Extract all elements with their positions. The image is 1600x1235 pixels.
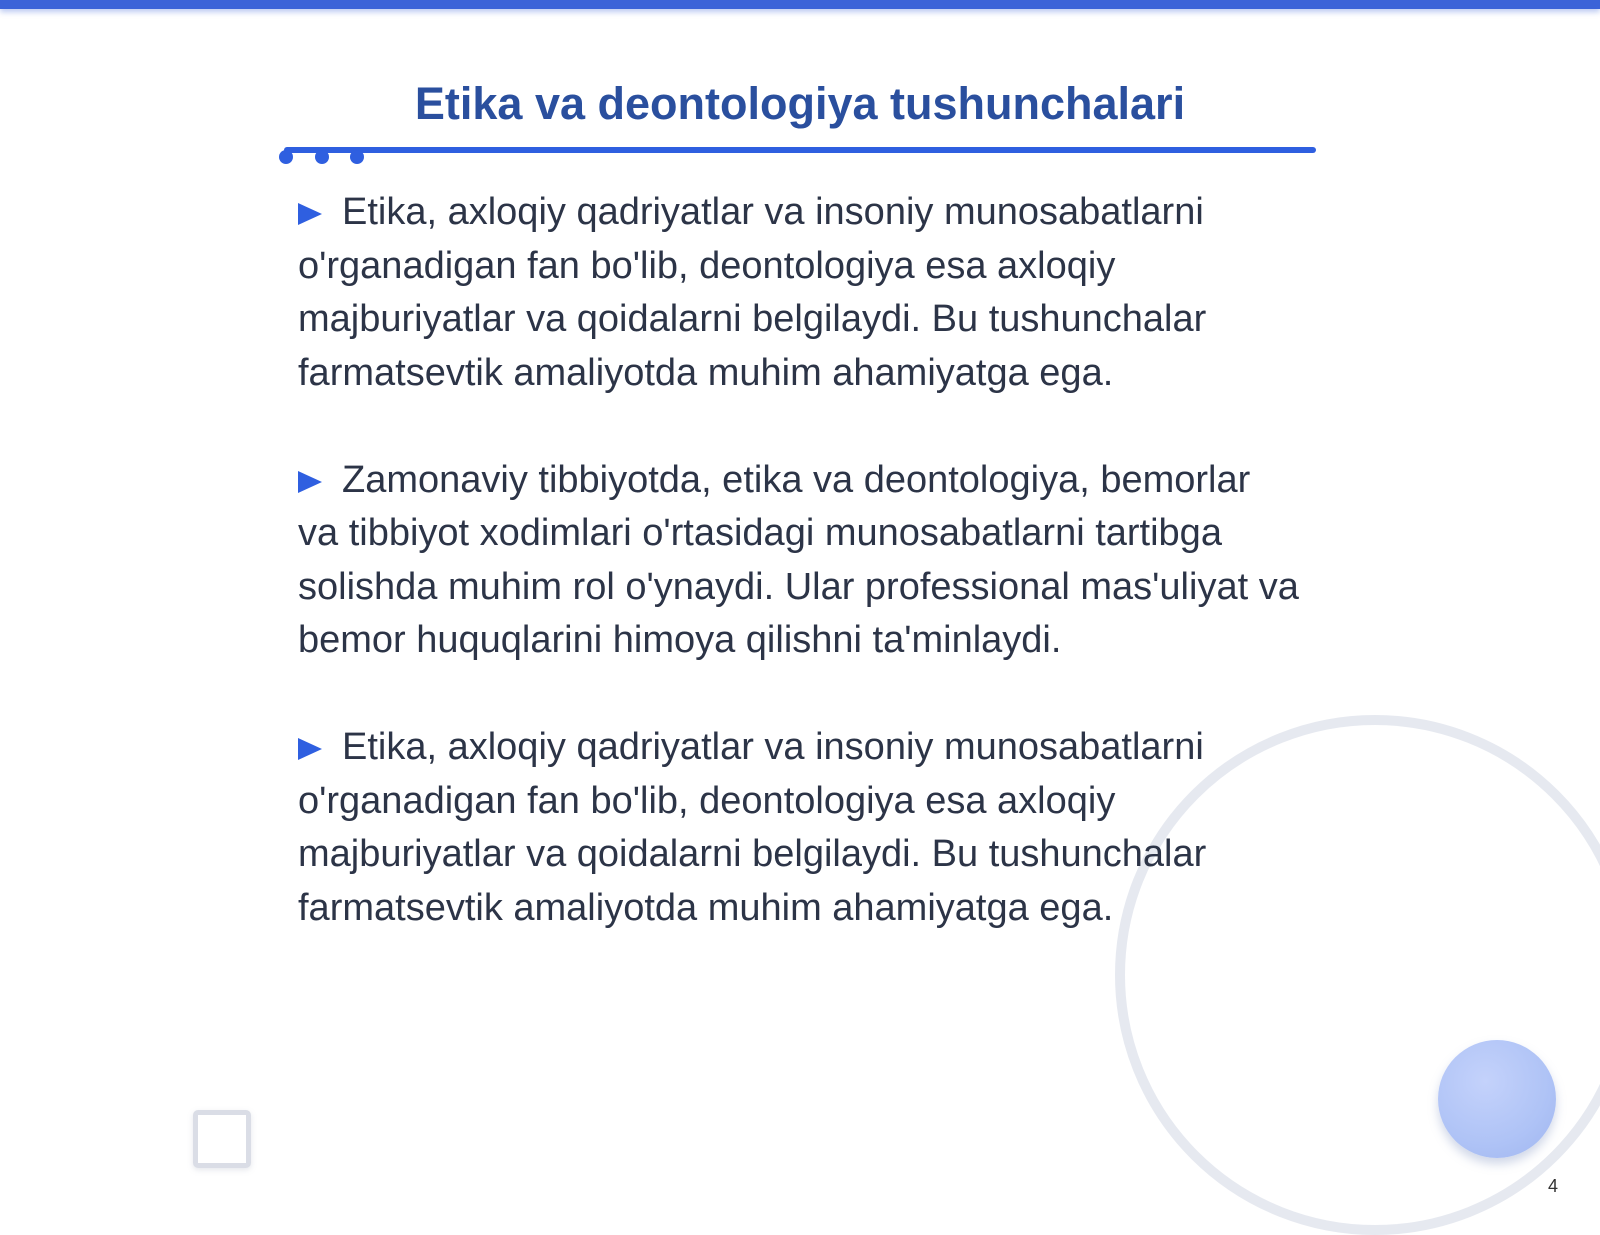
decorative-circle	[1438, 1040, 1556, 1158]
bullet-paragraph	[298, 186, 1300, 400]
paragraph-text: Etika, axloqiy qadriyatlar va insoniy munosabatlarni o'rganadigan fan bo'lib, deontologiya esa axloqiy majburiyatlar va qoidalarni belgilaydi. Bu tushunchalar farmatsevtik amaliyotda muhim ahamiyatga ega.	[298, 726, 1207, 929]
page-number: 4	[1548, 1176, 1559, 1196]
underline-dot	[315, 150, 329, 164]
triangle-right-icon	[298, 738, 322, 760]
slide-title: Etika va deontologiya tushunchalari	[414, 78, 1186, 129]
title-underline	[284, 147, 1316, 153]
slide-body	[298, 186, 1300, 989]
paragraph-text: Etika, axloqiy qadriyatlar va insoniy munosabatlarni o'rganadigan fan bo'lib, deontologiya esa axloqiy majburiyatlar va qoidalarni belgilaydi. Bu tushunchalar farmatsevtik amaliyotda muhim ahamiyatga ega.	[298, 191, 1207, 394]
top-accent-bar	[0, 0, 1600, 9]
bullet-paragraph	[298, 454, 1300, 668]
bullet-paragraph	[298, 721, 1300, 935]
paragraph-text: Zamonaviy tibbiyotda, etika va deontologiya, bemorlar va tibbiyot xodimlari o'rtasidagi munosabatlarni tartibga solishda muhim rol o'ynaydi. Ular professional mas'uliyat va bemor huquqlarini himoya qilishni ta'minlaydi.	[298, 458, 1299, 661]
underline-dot	[350, 150, 364, 164]
triangle-right-icon	[298, 203, 322, 225]
underline-dot	[279, 150, 293, 164]
decorative-square	[193, 1110, 251, 1168]
triangle-right-icon	[298, 471, 322, 493]
